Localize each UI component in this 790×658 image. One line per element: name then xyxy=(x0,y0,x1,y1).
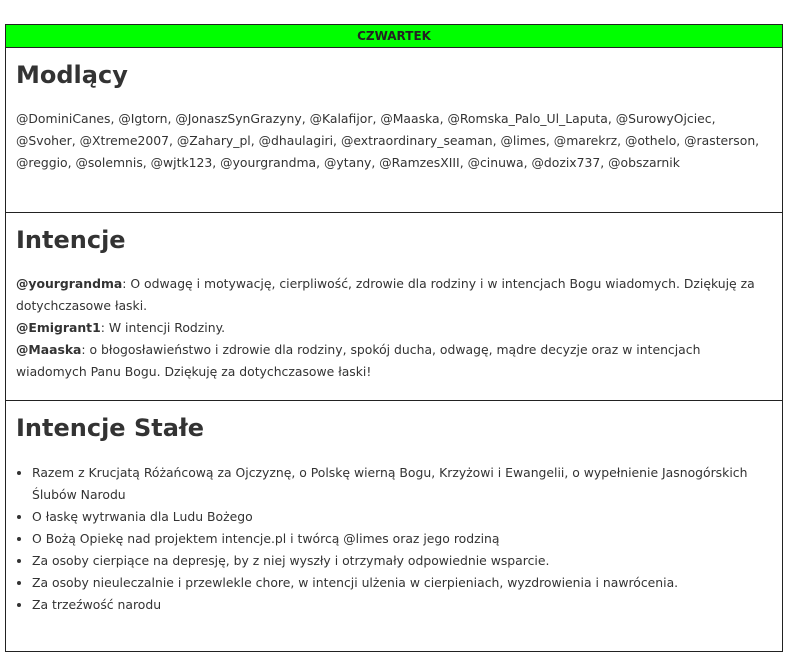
day-card xyxy=(5,24,783,652)
list-item: • Za trzeźwość narodu xyxy=(32,594,772,616)
day-header: CZWARTEK xyxy=(6,25,782,48)
intencje-stale-list xyxy=(16,462,772,616)
intencja-item xyxy=(16,339,772,383)
intencje-stale-title: Intencje Stałe xyxy=(16,414,205,442)
intencje-title: Intencje xyxy=(16,226,126,254)
intencje-section xyxy=(6,213,782,401)
intencje-stale-section xyxy=(6,401,782,652)
intencja-text: : W intencji Rodziny. xyxy=(100,320,226,335)
intencja-item xyxy=(16,317,772,339)
list-item: • O Bożą Opiekę nad projektem intencje.pl i twórcą @limes oraz jego rodziną xyxy=(32,528,772,550)
intencja-user[interactable]: @Maaska xyxy=(16,342,82,357)
modlacy-users: @DominiCanes, @Igtorn, @JonaszSynGrazyny, @Kalafijor, @Maaska, @Romska_Palo_Ul_Laputa, @SurowyOjciec, @Svoher, @Xtreme2007, @Zahary_pl, @dhaulagiri, @extraordinary_seaman, @limes, @marekrz, @othelo, @rasterson, @reggio, @solemnis, @wjtk123, @yourgrandma, @ytany, @RamzesXIII, @cinuwa, @dozix737, @obszarnik xyxy=(16,111,760,170)
list-item: • Za osoby cierpiące na depresję, by z niej wyszły i otrzymały odpowiednie wsparcie. xyxy=(32,550,772,572)
modlacy-title: Modlący xyxy=(16,61,128,89)
intencja-user[interactable]: @yourgrandma xyxy=(16,276,123,291)
list-item: • Za osoby nieuleczalnie i przewlekle chore, w intencji ulżenia w cierpieniach, wyzdrowienia i nawrócenia. xyxy=(32,572,772,594)
intencje-list xyxy=(16,273,772,383)
list-item: • Razem z Krucjatą Różańcową za Ojczyznę, o Polskę wierną Bogu, Krzyżowi i Ewangelii, o wypełnienie Jasnogórskich Ślubów Narodu xyxy=(32,462,772,506)
intencja-item xyxy=(16,273,772,317)
intencja-text: : o błogosławieństwo i zdrowie dla rodziny, spokój ducha, odwagę, mądre decyzje oraz w intencjach wiadomych Panu Bogu. Dziękuję za dotychczasowe łaski! xyxy=(16,342,701,379)
list-item: • O łaskę wytrwania dla Ludu Bożego xyxy=(32,506,772,528)
intencja-user[interactable]: @Emigrant1 xyxy=(16,320,101,335)
modlacy-section xyxy=(6,48,782,213)
intencja-text: : O odwagę i motywację, cierpliwość, zdrowie dla rodziny i w intencjach Bogu wiadomych. Dziękuję za dotychczasowe łaski. xyxy=(16,276,755,313)
